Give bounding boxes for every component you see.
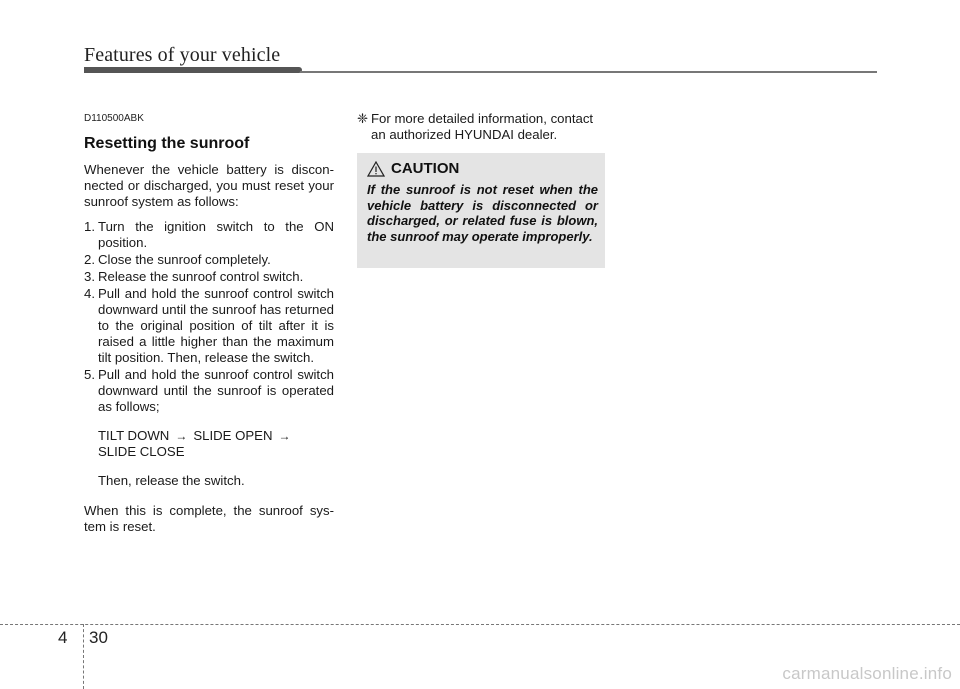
step-text: Pull and hold the sunroof control switch downward until the sunroof has returned to the original position of tilt after it is raised a little higher than the maximum tilt position. Then, release the switch. [98, 286, 334, 365]
step-item [84, 219, 334, 251]
caution-title: CAUTION [391, 160, 460, 177]
sequence-slide-open: SLIDE OPEN [193, 428, 273, 443]
step-item [84, 367, 334, 415]
header-rule [300, 71, 877, 73]
operation-sequence [98, 428, 334, 460]
step-item [84, 252, 334, 268]
header-bar-thick [84, 67, 302, 73]
release-instruction: Then, release the switch. [98, 473, 245, 488]
page-header-title: Features of your vehicle [84, 44, 281, 66]
arrow-right-icon: → [278, 429, 291, 443]
step-item [84, 286, 334, 366]
left-column [84, 111, 334, 535]
chapter-number: 4 [58, 628, 68, 647]
intro-paragraph: Whenever the vehicle battery is discon-nected or discharged, you must reset your sunroof system as follows: [84, 162, 334, 209]
step-number: 5. [84, 367, 95, 382]
warning-triangle-icon [367, 161, 385, 177]
steps-list [84, 219, 334, 415]
caution-body: If the sunroof is not reset when the vehicle battery is disconnected or discharged, or related fuse is blown, the sunroof may operate improperly. [367, 182, 598, 244]
step-number: 1. [84, 219, 95, 234]
sequence-tilt-down: TILT DOWN [98, 428, 170, 443]
step-number: 4. [84, 286, 95, 301]
page-number: 30 [89, 628, 108, 647]
step-text: Turn the ignition switch to the ON position. [98, 219, 334, 250]
dealer-note [357, 111, 607, 143]
step-item [84, 269, 334, 285]
step-text: Close the sunroof completely. [98, 252, 271, 267]
footer-rule [0, 624, 960, 625]
note-mark-icon: ❈ [357, 111, 369, 126]
sequence-slide-close: SLIDE CLOSE [98, 444, 185, 459]
section-heading: Resetting the sunroof [84, 135, 250, 152]
watermark: carmanualsonline.info [782, 664, 952, 683]
footer-divider [83, 624, 84, 689]
note-text: For more detailed information, contact an authorized HYUNDAI dealer. [371, 111, 594, 142]
caution-header [367, 160, 459, 177]
section-code: D110500ABK [84, 113, 144, 124]
final-paragraph: When this is complete, the sunroof sys-tem is reset. [84, 503, 334, 534]
arrow-right-icon: → [175, 429, 188, 443]
step-text: Release the sunroof control switch. [98, 269, 304, 284]
step-number: 3. [84, 269, 95, 284]
right-column [357, 111, 607, 143]
step-text: Pull and hold the sunroof control switch downward until the sunroof is operated as follows; [98, 367, 334, 414]
caution-box [357, 153, 605, 268]
step-number: 2. [84, 252, 95, 267]
